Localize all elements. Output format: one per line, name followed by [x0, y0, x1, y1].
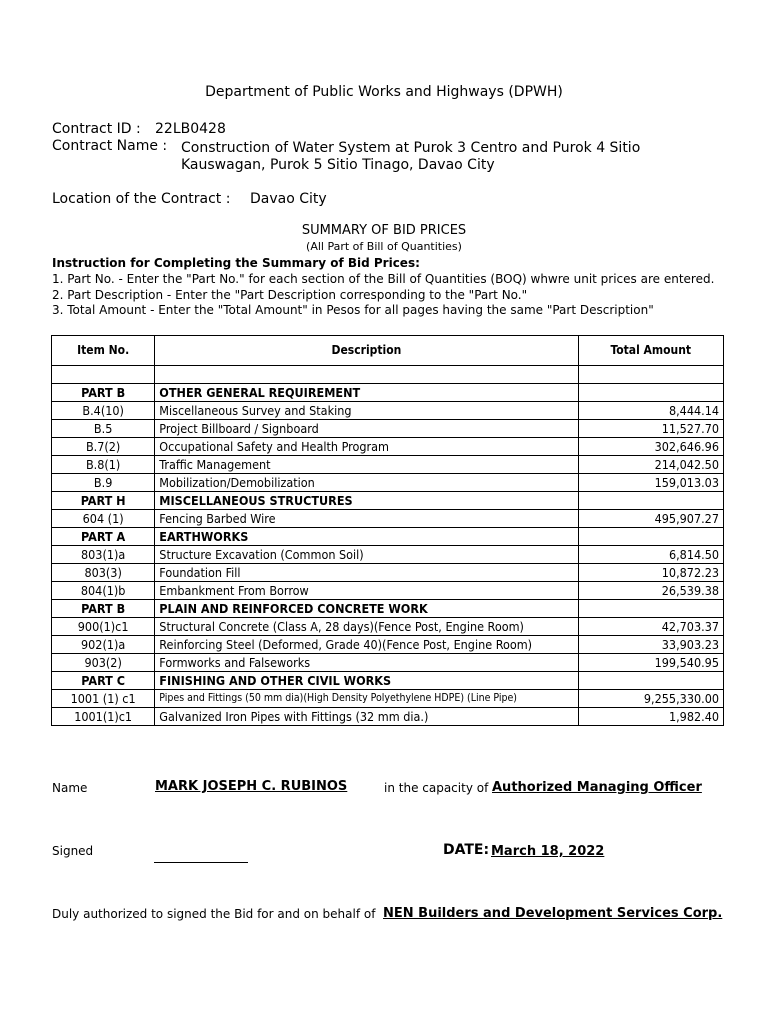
cell-description: Project Billboard / Signboard — [155, 420, 578, 438]
cell-total-amount: 10,872.23 — [578, 564, 723, 582]
header-item-no: Item No. — [52, 336, 155, 366]
table-header-row — [52, 336, 724, 366]
cell-item-no: PART A — [52, 528, 155, 546]
cell-description: Structure Excavation (Common Soil) — [155, 546, 578, 564]
table-part-row — [52, 600, 724, 618]
cell-total-amount: 214,042.50 — [578, 456, 723, 474]
cell-description: Miscellaneous Survey and Staking — [155, 402, 578, 420]
cell-description: Foundation Fill — [155, 564, 578, 582]
cell-description: MISCELLANEOUS STRUCTURES — [155, 492, 578, 510]
date-label: DATE: — [443, 842, 490, 858]
cell-description: Galvanized Iron Pipes with Fittings (32 mm dia.) — [155, 708, 578, 726]
blank-cell — [578, 366, 723, 384]
cell-description: Structural Concrete (Class A, 28 days)(Fence Post, Engine Room) — [155, 618, 578, 636]
cell-total-amount — [578, 672, 723, 690]
cell-description: Mobilization/Demobilization — [155, 474, 578, 492]
cell-item-no: 1001(1)c1 — [52, 708, 155, 726]
cell-item-no: 604 (1) — [52, 510, 155, 528]
cell-total-amount: 33,903.23 — [578, 636, 723, 654]
company-name: NEN Builders and Development Services Corp. — [383, 906, 723, 921]
cell-description: Reinforcing Steel (Deformed, Grade 40)(Fence Post, Engine Room) — [155, 636, 578, 654]
location-label: Location of the Contract : — [52, 191, 231, 207]
bid-summary-table — [51, 335, 724, 726]
cell-item-no: PART H — [52, 492, 155, 510]
cell-description: Formworks and Falseworks — [155, 654, 578, 672]
department-title: Department of Public Works and Highways (DPWH) — [205, 84, 563, 100]
contract-id-label: Contract ID : — [52, 121, 141, 137]
cell-total-amount: 1,982.40 — [578, 708, 723, 726]
cell-item-no: B.8(1) — [52, 456, 155, 474]
cell-total-amount: 302,646.96 — [578, 438, 723, 456]
blank-cell — [155, 366, 578, 384]
table-row — [52, 582, 724, 600]
cell-total-amount: 11,527.70 — [578, 420, 723, 438]
cell-description: PLAIN AND REINFORCED CONCRETE WORK — [155, 600, 578, 618]
cell-description: OTHER GENERAL REQUIREMENT — [155, 384, 578, 402]
contract-name-line1: Construction of Water System at Purok 3 Centro and Purok 4 Sitio — [181, 140, 641, 156]
signature-line — [154, 848, 248, 867]
table-row — [52, 564, 724, 582]
table-part-row — [52, 528, 724, 546]
cell-total-amount — [578, 492, 723, 510]
capacity-value: Authorized Managing Officer — [492, 780, 702, 795]
table-part-row — [52, 672, 724, 690]
cell-description: Traffic Management — [155, 456, 578, 474]
table-blank-row — [52, 366, 724, 384]
date-value: March 18, 2022 — [491, 844, 605, 859]
table-row — [52, 402, 724, 420]
contract-name-line2: Kauswagan, Purok 5 Sitio Tinago, Davao City — [181, 157, 495, 173]
behalf-label: Duly authorized to signed the Bid for and on behalf of — [52, 907, 376, 921]
table-row — [52, 654, 724, 672]
table-row — [52, 708, 724, 726]
cell-description: Occupational Safety and Health Program — [155, 438, 578, 456]
cell-item-no: 903(2) — [52, 654, 155, 672]
header-total-amount: Total Amount — [578, 336, 723, 366]
cell-item-no: 900(1)c1 — [52, 618, 155, 636]
table-part-row — [52, 384, 724, 402]
location-value: Davao City — [250, 191, 327, 207]
cell-item-no: B.9 — [52, 474, 155, 492]
instruction-title: Instruction for Completing the Summary of Bid Prices: — [52, 256, 420, 270]
table-row — [52, 474, 724, 492]
table-row — [52, 420, 724, 438]
cell-description: Embankment From Borrow — [155, 582, 578, 600]
contract-id-value: 22LB0428 — [155, 121, 226, 137]
cell-description: FINISHING AND OTHER CIVIL WORKS — [155, 672, 578, 690]
cell-total-amount: 9,255,330.00 — [578, 690, 723, 708]
cell-description: EARTHWORKS — [155, 528, 578, 546]
cell-item-no: PART C — [52, 672, 155, 690]
table-row — [52, 546, 724, 564]
cell-total-amount: 26,539.38 — [578, 582, 723, 600]
cell-total-amount: 8,444.14 — [578, 402, 723, 420]
cell-total-amount — [578, 600, 723, 618]
name-label: Name — [52, 781, 88, 795]
cell-item-no: 804(1)b — [52, 582, 155, 600]
cell-item-no: B.7(2) — [52, 438, 155, 456]
cell-total-amount: 159,013.03 — [578, 474, 723, 492]
cell-total-amount: 6,814.50 — [578, 546, 723, 564]
instruction-item: 2. Part Description - Enter the "Part Description corresponding to the "Part No." — [52, 288, 528, 302]
signatory-name: MARK JOSEPH C. RUBINOS — [155, 779, 348, 794]
summary-title: SUMMARY OF BID PRICES — [301, 223, 467, 238]
cell-item-no: 1001 (1) c1 — [52, 690, 155, 708]
cell-item-no: 902(1)a — [52, 636, 155, 654]
cell-item-no: B.4(10) — [52, 402, 155, 420]
table-row — [52, 456, 724, 474]
table-row — [52, 438, 724, 456]
table-row — [52, 618, 724, 636]
table-row — [52, 510, 724, 528]
cell-total-amount — [578, 528, 723, 546]
cell-item-no: PART B — [52, 600, 155, 618]
cell-description: Fencing Barbed Wire — [155, 510, 578, 528]
summary-subtitle: (All Part of Bill of Quantities) — [306, 240, 462, 253]
capacity-label: in the capacity of — [384, 781, 489, 795]
table-row — [52, 636, 724, 654]
instruction-item: 1. Part No. - Enter the "Part No." for each section of the Bill of Quantities (BOQ) whwre unit prices are entered. — [52, 272, 715, 286]
cell-item-no: PART B — [52, 384, 155, 402]
contract-name-label: Contract Name : — [52, 138, 168, 154]
cell-item-no: 803(3) — [52, 564, 155, 582]
instruction-item: 3. Total Amount - Enter the "Total Amount" in Pesos for all pages having the same "Part Description" — [52, 303, 654, 317]
cell-item-no: 803(1)a — [52, 546, 155, 564]
header-description: Description — [155, 336, 578, 366]
cell-description: Pipes and Fittings (50 mm dia)(High Density Polyethylene HDPE) (Line Pipe) — [155, 690, 578, 708]
cell-total-amount: 42,703.37 — [578, 618, 723, 636]
cell-item-no: B.5 — [52, 420, 155, 438]
table-row — [52, 690, 724, 708]
cell-total-amount: 495,907.27 — [578, 510, 723, 528]
signed-label: Signed — [52, 844, 94, 858]
cell-total-amount — [578, 384, 723, 402]
table-part-row — [52, 492, 724, 510]
cell-total-amount: 199,540.95 — [578, 654, 723, 672]
blank-cell — [52, 366, 155, 384]
